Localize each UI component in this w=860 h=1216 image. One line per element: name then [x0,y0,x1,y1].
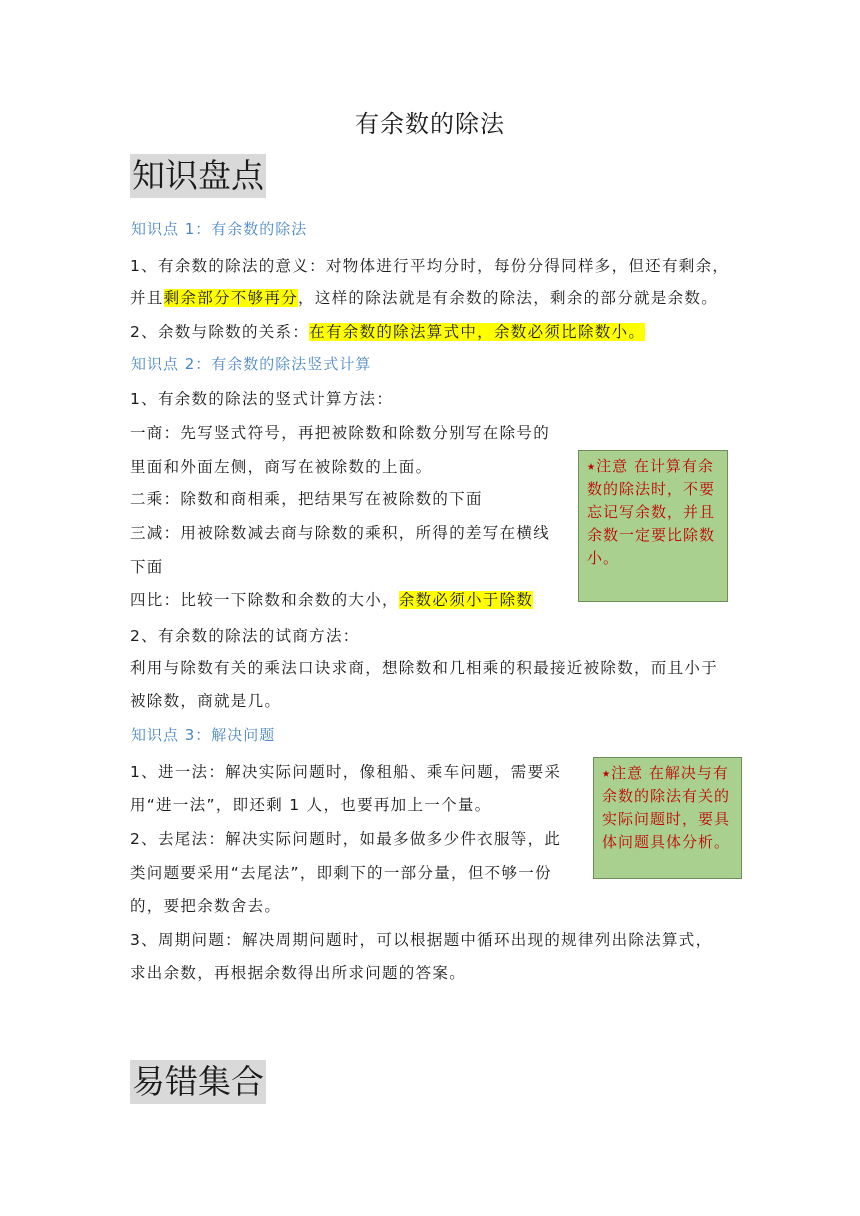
kp1-line2-pre: 并且 [130,289,164,307]
section-heading-errors: 易错集合 [130,1060,266,1104]
kp1-line3 [130,320,645,342]
kp3-line5: 的，要把余数舍去。 [130,897,282,915]
kp2-heading: 知识点 2：有余数的除法竖式计算 [131,355,372,373]
kp3-line3: 2、去尾法：解决实际问题时，如最多做多少件衣服等，此 [130,830,562,848]
kp1-heading: 知识点 1：有余数的除法 [131,220,308,238]
kp3-note-box: ⭑注意 在解决与有余数的除法有关的实际问题时，要具体问题具体分析。 [593,757,742,879]
kp2-line3: 里面和外面左侧，商写在被除数的上面。 [130,458,433,476]
kp1-line3-pre: 2、余数与除数的关系： [130,323,310,341]
kp1-line2-highlight: 剩余部分不够再分 [163,289,299,307]
kp3-line2: 用“进一法”，即还剩 1 人，也要再加上一个量。 [130,796,492,814]
kp2-line6: 下面 [130,558,164,576]
kp2-line9: 利用与除数有关的乘法口诀求商，想除数和几相乘的积最接近被除数，而且小于 [130,659,719,677]
kp1-line2-post: ，这样的除法就是有余数的除法，剩余的部分就是余数。 [298,289,719,307]
kp3-heading: 知识点 3：解决问题 [131,726,276,744]
section-heading-knowledge: 知识盘点 [130,154,266,198]
kp1-line1: 1、有余数的除法的意义：对物体进行平均分时，每份分得同样多，但还有剩余， [130,257,730,275]
kp2-line1: 1、有余数的除法的竖式计算方法： [130,390,394,408]
kp2-line5: 三减：用被除数减去商与除数的乘积，所得的差写在横线 [130,524,551,542]
kp2-line10: 被除数，商就是几。 [130,692,282,710]
kp2-line7 [130,588,533,610]
kp3-line4: 类问题要采用“去尾法”，即剩下的一部分量，但不够一份 [130,864,552,882]
kp2-line2: 一商：先写竖式符号，再把被除数和除数分别写在除号的 [130,424,551,442]
kp2-note-box: ⭑注意 在计算有余数的除法时，不要忘记写余数，并且余数一定要比除数小。 [578,450,728,602]
kp1-line2 [130,286,718,308]
kp2-line4: 二乘：除数和商相乘，把结果写在被除数的下面 [130,490,483,508]
kp2-line8: 2、有余数的除法的试商方法： [130,627,360,645]
kp2-line7-pre: 四比：比较一下除数和余数的大小， [130,591,399,609]
kp3-line7: 求出余数，再根据余数得出所求问题的答案。 [130,964,467,982]
kp3-line6: 3、周期问题：解决周期问题时，可以根据题中循环出现的规律列出除法算式， [130,931,713,949]
kp1-line3-highlight: 在有余数的除法算式中，余数必须比除数小。 [309,323,646,341]
kp3-line1: 1、进一法：解决实际问题时，像租船、乘车问题，需要采 [130,763,562,781]
kp2-line7-highlight: 余数必须小于除数 [398,591,534,609]
page-title: 有余数的除法 [355,110,505,138]
